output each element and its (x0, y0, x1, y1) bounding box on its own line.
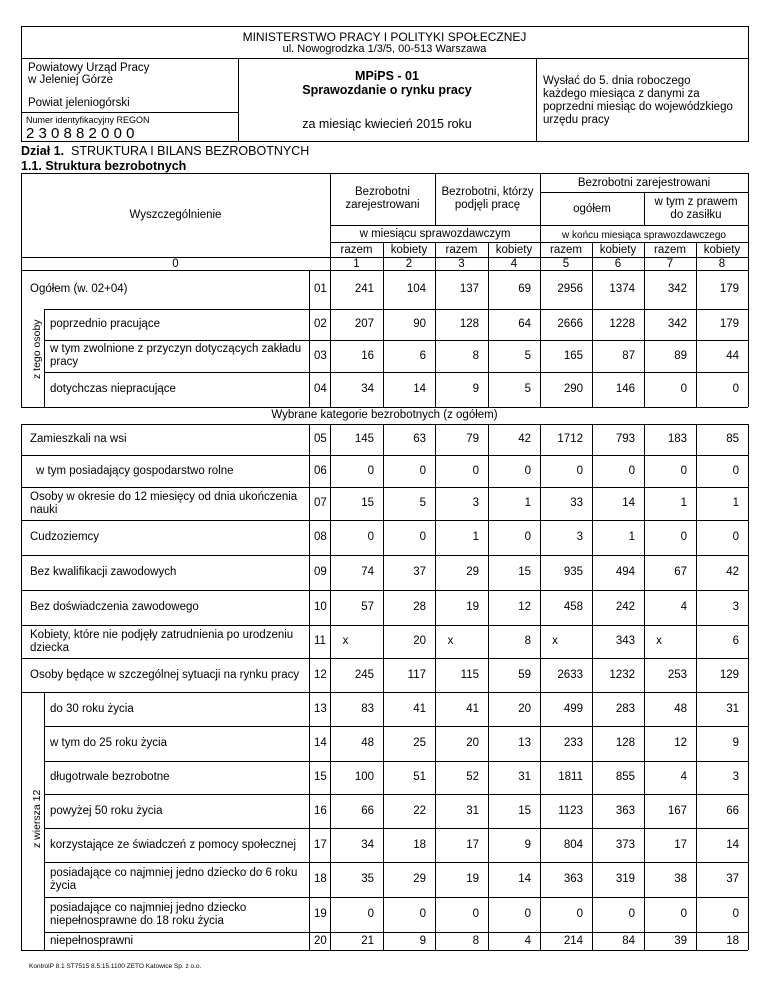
cell-value: 22 (413, 804, 426, 817)
cell-value: 1 (524, 497, 531, 509)
row-label: w tym do 25 roku życia (50, 737, 167, 749)
row-number: 19 (314, 908, 327, 920)
cell-value: 8 (524, 635, 531, 647)
cell-value: x (552, 635, 558, 647)
cell-value: 31 (726, 702, 739, 715)
grid-line (21, 424, 22, 692)
row-label: w tym posiadający gospodarstwo rolne (36, 464, 234, 477)
subsection-title: 1.1. Struktura bezrobotnych (21, 159, 187, 173)
row-number: 05 (314, 433, 327, 445)
col-header-razem-3: razem (445, 244, 478, 256)
cell-value: 253 (667, 668, 687, 681)
cell-value: 16 (361, 349, 374, 362)
cell-value: 2633 (557, 668, 583, 681)
row-label: Ogółem (w. 02+04) (30, 283, 128, 295)
cell-value: 373 (615, 838, 635, 851)
cell-value: 165 (563, 349, 583, 362)
cell-value: 128 (615, 737, 635, 749)
cell-value: 48 (674, 702, 687, 715)
grid-line (44, 309, 45, 407)
cell-value: 63 (413, 433, 426, 445)
cell-value: 1 (472, 531, 479, 543)
cell-value: 9 (732, 737, 739, 749)
cell-value: 83 (361, 702, 374, 715)
cell-value: 1 (680, 497, 687, 509)
row-label: Bez doświadczenia zawodowego (30, 601, 199, 613)
col-header-razem-5: razem (550, 244, 582, 256)
cell-value: 5 (524, 349, 531, 362)
row-number: 07 (314, 497, 327, 509)
cell-value: 494 (615, 566, 635, 578)
row-number: 06 (314, 464, 327, 477)
cell-value: 183 (667, 433, 687, 445)
cell-value: 59 (518, 668, 531, 681)
cell-value: 1228 (609, 318, 635, 330)
cell-value: 31 (518, 771, 531, 783)
cell-value: 31 (466, 804, 479, 817)
section-title (21, 145, 309, 158)
cell-value: 67 (674, 566, 687, 578)
cell-value: 14 (622, 497, 635, 509)
cell-value: 90 (413, 318, 426, 330)
cell-value: 42 (726, 566, 739, 578)
cell-value: 0 (628, 908, 635, 920)
cell-value: 9 (419, 934, 426, 947)
cell-value: x (447, 635, 454, 647)
col-number-0: 0 (172, 258, 179, 270)
grid-line (44, 862, 748, 863)
cell-value: 1 (628, 531, 635, 543)
grid-line (44, 897, 748, 898)
cell-value: 242 (615, 601, 635, 613)
regon-number: 2 3 0 8 8 2 0 0 0 (26, 125, 135, 142)
col-header-kobiety-4: kobiety (495, 244, 533, 256)
grid-line (309, 424, 310, 692)
cell-value: 35 (361, 873, 374, 885)
cell-value: 499 (563, 702, 583, 715)
cell-value: 0 (472, 464, 479, 477)
row-label: Bez kwalifikacji zawodowych (30, 566, 177, 578)
cell-value: 2666 (557, 318, 583, 330)
grid-line (21, 270, 748, 271)
grid-line (21, 590, 748, 591)
cell-value: 290 (563, 383, 583, 395)
row-number: 02 (314, 318, 327, 330)
grid-line (21, 424, 748, 425)
row-number: 18 (314, 873, 327, 885)
cell-value: 3 (732, 771, 739, 783)
cell-value: 0 (680, 383, 687, 395)
col-number-7: 7 (666, 258, 674, 270)
footer-note: KontrolP 8.1 ST7515 8.5.15.1100 ZETO Katowice Sp. z o.o. (29, 963, 202, 970)
cell-value: 66 (726, 804, 739, 817)
grid-line (44, 726, 748, 727)
row-number: 13 (314, 702, 327, 715)
cell-value: 167 (667, 804, 687, 817)
cell-value: 14 (726, 838, 739, 851)
cell-value: 3 (732, 601, 739, 613)
grid-line (21, 692, 748, 693)
cell-value: 64 (518, 318, 531, 330)
col-header-kobiety-2: kobiety (390, 244, 428, 256)
selected-categories-label: Wybrane kategorie bezrobotnych (z ogółem) (271, 409, 498, 421)
cell-value: 935 (563, 566, 583, 578)
report-period: za miesiąc kwiecień 2015 roku (302, 117, 472, 131)
row-number: 16 (314, 804, 327, 817)
cell-value: 44 (726, 349, 739, 362)
cell-value: 87 (622, 349, 635, 362)
cell-value: 342 (667, 283, 687, 295)
powiat-name: Powiat jeleniogórski (28, 97, 130, 109)
form-code: MPiPS - 01 (355, 69, 419, 83)
side-label-z-tego-osoby: z tego osoby (31, 319, 43, 379)
col-number-8: 8 (718, 258, 726, 270)
cell-value: 207 (354, 318, 374, 330)
col-header-bz-top: Bezrobotni zarejestrowani (577, 177, 711, 189)
row-number: 12 (314, 668, 327, 681)
cell-value: 0 (524, 464, 531, 477)
col-number-2: 2 (405, 258, 413, 270)
grid-line (21, 950, 748, 951)
cell-value: 20 (413, 635, 426, 647)
cell-value: 1712 (557, 433, 583, 445)
grid-line (21, 555, 748, 556)
cell-value: 319 (615, 873, 635, 885)
cell-value: 0 (472, 908, 479, 920)
col-header-podjeli-line2: podjęli pracę (454, 199, 521, 211)
cell-value: 342 (667, 318, 687, 330)
cell-value: 0 (680, 908, 687, 920)
cell-value: 0 (680, 464, 687, 477)
grid-line (748, 270, 749, 407)
row-label-line2: nauki (30, 503, 58, 516)
cell-value: 5 (524, 383, 531, 395)
row-label: długotrwale bezrobotne (50, 771, 170, 783)
cell-value: 100 (354, 771, 374, 783)
cell-value: 128 (459, 318, 479, 330)
row-label-line2: dziecka (30, 641, 69, 654)
grid-line (44, 340, 748, 341)
row-label-line2: niepełnosprawne do 18 roku życia (50, 914, 224, 927)
cell-value: 3 (576, 531, 583, 543)
send-note-line1: Wysłać do 5. dnia roboczego (543, 75, 691, 87)
cell-value: 28 (413, 601, 426, 613)
row-number: 14 (314, 737, 327, 749)
grid-line (44, 828, 748, 829)
cell-value: 1232 (609, 668, 635, 681)
col-header-bezrobotni-line2: zarejestrowani (345, 199, 420, 211)
row-label: posiadające co najmniej jedno dziecko do 6 roku (50, 866, 298, 879)
cell-value: 41 (466, 702, 479, 715)
cell-value: 51 (413, 771, 426, 783)
cell-value: 0 (732, 531, 739, 543)
grid-line (21, 658, 748, 659)
office-name-line1: Powiatowy Urząd Pracy (28, 62, 150, 74)
ministry-address: ul. Nowogrodzka 1/3/5, 00-513 Warszawa (282, 43, 487, 55)
cell-value: 104 (406, 283, 426, 295)
col-header-kobiety-6: kobiety (599, 244, 637, 256)
cell-value: 21 (361, 934, 374, 947)
cell-value: 12 (518, 601, 531, 613)
col-number-5: 5 (562, 258, 570, 270)
cell-value: 4 (524, 934, 531, 947)
cell-value: 1811 (558, 771, 583, 783)
cell-value: 0 (628, 464, 635, 477)
grid-line (44, 794, 748, 795)
cell-value: 343 (615, 635, 635, 647)
section-number: Dział 1. (21, 144, 65, 158)
cell-value: 19 (466, 601, 479, 613)
row-number: 04 (314, 383, 327, 395)
cell-value: 0 (419, 908, 426, 920)
cell-value: 17 (466, 838, 479, 851)
grid-line (21, 692, 22, 950)
cell-value: 0 (732, 383, 739, 395)
row-label: Zamieszkali na wsi (30, 433, 127, 445)
cell-value: x (342, 635, 349, 647)
cell-value: 179 (719, 283, 739, 295)
cell-value: 1123 (558, 804, 583, 817)
cell-value: 15 (518, 804, 531, 817)
col-number-4: 4 (510, 258, 518, 270)
cell-value: 25 (413, 737, 426, 749)
cell-value: 117 (407, 668, 426, 681)
cell-value: 855 (615, 771, 635, 783)
cell-value: 4 (680, 601, 687, 613)
send-note-line2: każdego miesiąca z danymi za (543, 88, 700, 100)
row-number: 10 (314, 601, 327, 613)
row-label-line2: życia (50, 879, 77, 892)
cell-value: 34 (361, 838, 374, 851)
col-header-wyszczegolnienie: Wyszczególnienie (129, 209, 222, 221)
grid-line (748, 424, 749, 692)
cell-value: 0 (419, 531, 426, 543)
cell-value: 20 (518, 702, 531, 715)
cell-value: 14 (518, 873, 531, 885)
cell-value: 18 (726, 934, 739, 947)
cell-value: 39 (674, 934, 687, 947)
cell-value: 29 (466, 566, 479, 578)
cell-value: 6 (732, 635, 739, 647)
row-label-line2: pracy (50, 356, 79, 368)
grid-line (309, 692, 310, 950)
cell-value: 9 (524, 838, 531, 851)
col-header-podjeli-line1: Bezrobotni, którzy (441, 186, 534, 198)
grid-line (21, 407, 748, 408)
row-number: 03 (314, 349, 327, 362)
col-header-prawo-line2: do zasiłku (670, 209, 722, 221)
col-number-6: 6 (614, 258, 622, 270)
cell-value: 38 (674, 873, 687, 885)
cell-value: 13 (518, 737, 531, 749)
cell-value: 15 (361, 497, 374, 509)
cell-value: 89 (674, 349, 687, 362)
grid-line (21, 270, 22, 407)
row-number: 11 (314, 635, 326, 647)
cell-value: 66 (361, 804, 374, 817)
col-header-kobiety-8: kobiety (703, 244, 741, 256)
grid-line (21, 520, 748, 521)
office-name-line2: w Jeleniej Górze (28, 74, 114, 86)
grid-line (21, 625, 748, 626)
cell-value: 34 (361, 383, 374, 395)
col-number-3: 3 (458, 258, 465, 270)
cell-value: 241 (354, 283, 374, 295)
cell-value: 3 (472, 497, 479, 509)
cell-value: 129 (719, 668, 739, 681)
row-number: 15 (314, 771, 327, 783)
cell-value: 12 (674, 737, 687, 749)
cell-value: 37 (726, 873, 739, 885)
cell-value: 0 (524, 908, 531, 920)
send-note-line3: poprzedni miesiąc do wojewódzkiego (543, 101, 733, 113)
cell-value: 179 (719, 318, 739, 330)
row-label: niepełnosprawni (50, 934, 134, 947)
row-label: powyżej 50 roku życia (50, 804, 163, 817)
cell-value: 52 (466, 771, 479, 783)
row-label: Cudzoziemcy (30, 531, 100, 543)
grid-line (309, 270, 310, 407)
cell-value: 17 (674, 838, 687, 851)
cell-value: 19 (466, 873, 479, 885)
col-header-prawo-line1: w tym z prawem (654, 196, 738, 208)
row-label: poprzednio pracujące (50, 318, 160, 330)
cell-value: 0 (524, 531, 531, 543)
cell-value: 146 (615, 383, 635, 395)
cell-value: 363 (615, 804, 635, 817)
row-label: w tym zwolnione z przyczyn dotyczących zakładu (50, 343, 302, 355)
row-number: 09 (314, 566, 327, 578)
row-label: Osoby będące w szczególnej sytuacji na rynku pracy (30, 668, 300, 681)
row-label: posiadające co najmniej jedno dziecko (50, 901, 247, 914)
cell-value: 145 (354, 433, 374, 445)
cell-value: 14 (413, 383, 426, 395)
grid-line (44, 761, 748, 762)
cell-value: 363 (563, 873, 583, 885)
cell-value: 5 (419, 497, 426, 509)
col-header-razem-1: razem (340, 244, 373, 256)
section-name: STRUKTURA I BILANS BEZROBOTNYCH (71, 144, 310, 158)
cell-value: 0 (576, 464, 583, 477)
cell-value: 15 (518, 566, 531, 578)
grid-line (748, 692, 749, 950)
cell-value: 9 (472, 383, 479, 395)
cell-value: 1374 (609, 283, 635, 295)
cell-value: 245 (354, 668, 374, 681)
cell-value: 233 (563, 737, 583, 749)
cell-value: 793 (615, 433, 635, 445)
cell-value: 115 (460, 668, 479, 681)
cell-value: 33 (570, 497, 583, 509)
row-label: korzystające ze świadczeń z pomocy społecznej (50, 838, 297, 851)
cell-value: 8 (472, 349, 479, 362)
cell-value: 804 (563, 838, 583, 851)
send-note-line4: urzędu pracy (543, 114, 610, 126)
col-number-1: 1 (353, 258, 360, 270)
cell-value: 57 (361, 601, 374, 613)
cell-value: 283 (615, 702, 635, 715)
cell-value: 0 (732, 464, 739, 477)
cell-value: 0 (732, 908, 739, 920)
cell-value: 0 (680, 531, 687, 543)
col-header-w-koncu: w końcu miesiąca sprawozdawczego (562, 230, 726, 241)
cell-value: 0 (367, 464, 374, 477)
row-number: 01 (314, 283, 327, 295)
row-label: do 30 roku życia (50, 702, 134, 715)
cell-value: 69 (518, 283, 531, 295)
cell-value: 79 (466, 433, 479, 445)
cell-value: x (656, 635, 662, 647)
cell-value: 8 (472, 934, 479, 947)
row-label: Kobiety, które nie podjęły zatrudnienia po urodzeniu (30, 628, 294, 641)
cell-value: 214 (563, 934, 583, 947)
cell-value: 85 (726, 433, 739, 445)
grid-line (44, 692, 45, 950)
cell-value: 20 (466, 737, 479, 749)
side-label-z-wiersza-12: z wiersza 12 (31, 789, 43, 848)
cell-value: 0 (576, 908, 583, 920)
cell-value: 458 (563, 601, 583, 613)
regon-label: Numer identyfikacyjny REGON (26, 115, 150, 125)
row-label: dotychczas niepracujące (50, 383, 176, 395)
col-header-razem-7: razem (654, 244, 686, 256)
col-header-w-miesiacu: w miesiącu sprawozdawczym (359, 228, 511, 240)
row-label: Osoby w okresie do 12 miesięcy od dnia ukończenia (30, 490, 298, 503)
cell-value: 0 (367, 908, 374, 920)
cell-value: 29 (413, 873, 426, 885)
cell-value: 4 (680, 771, 687, 783)
cell-value: 48 (361, 737, 374, 749)
grid-line (44, 932, 748, 933)
ministry-name: MINISTERSTWO PRACY I POLITYKI SPOŁECZNEJ (242, 30, 527, 44)
row-number: 08 (314, 531, 327, 543)
cell-value: 137 (459, 283, 479, 295)
cell-value: 74 (361, 566, 374, 578)
cell-value: 0 (419, 464, 426, 477)
cell-value: 41 (413, 702, 426, 715)
cell-value: 37 (413, 566, 426, 578)
row-number: 17 (314, 838, 327, 851)
cell-value: 18 (413, 838, 426, 851)
cell-value: 6 (419, 349, 426, 362)
grid-line (21, 455, 748, 456)
grid-line (44, 309, 748, 310)
cell-value: 42 (518, 433, 531, 445)
cell-value: 84 (622, 934, 635, 947)
col-header-ogolem: ogółem (573, 203, 611, 215)
grid-line (21, 487, 748, 488)
form-title: Sprawozdanie o rynku pracy (302, 83, 472, 97)
cell-value: 1 (732, 497, 739, 509)
grid-line (44, 372, 748, 373)
col-header-bezrobotni-line1: Bezrobotni (355, 186, 410, 198)
cell-value: 0 (367, 531, 374, 543)
row-number: 20 (314, 934, 327, 947)
cell-value: 2956 (557, 283, 583, 295)
